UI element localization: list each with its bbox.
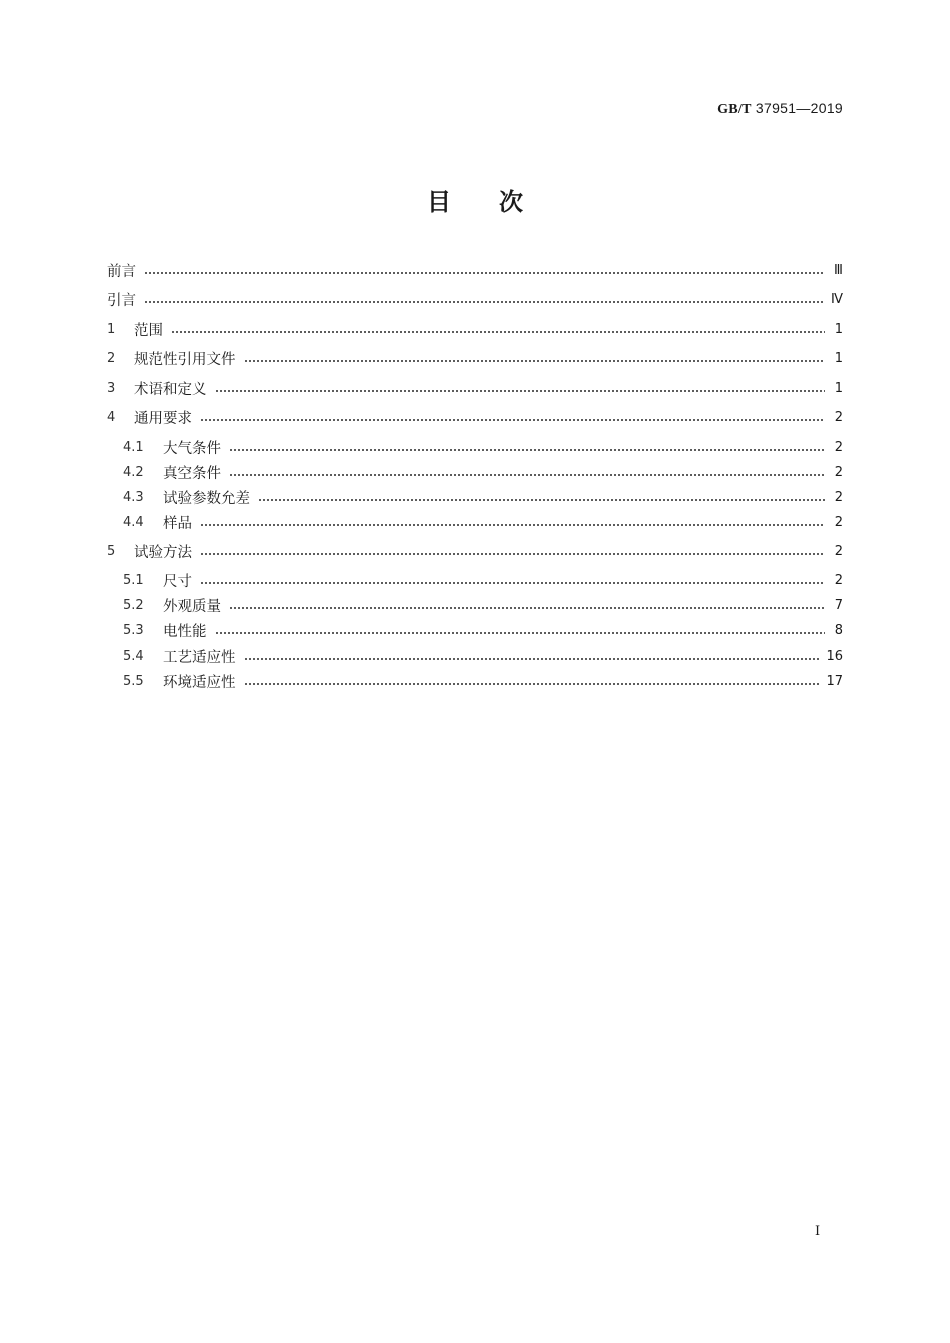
toc-leader-dots [258, 499, 825, 501]
toc-leader-dots [229, 607, 825, 609]
toc-leader-dots [229, 474, 825, 476]
toc-entry-number: 4.3 [123, 489, 144, 505]
toc-entry-number: 5.1 [123, 572, 144, 588]
toc-entry[interactable] [123, 669, 843, 693]
toc-entry[interactable] [123, 618, 843, 642]
toc-leader-dots [244, 683, 821, 685]
toc-entry-page: 2 [834, 543, 843, 559]
toc-entry-number: 3 [107, 380, 116, 396]
standard-code [717, 100, 843, 118]
toc-entry-number: 4.2 [123, 464, 144, 480]
toc-entry-label: 工艺适应性 [163, 649, 236, 666]
toc-entry-page: 2 [834, 464, 843, 480]
toc-entry-label: 术语和定义 [134, 381, 207, 398]
toc-entry-number: 4 [107, 409, 116, 425]
toc-entry-label: 样品 [163, 515, 192, 532]
toc-entry-label: 引言 [107, 292, 136, 309]
toc-entry-label: 真空条件 [163, 465, 221, 482]
toc-entry-label: 试验参数允差 [163, 490, 250, 507]
toc-entry[interactable] [123, 510, 843, 534]
toc-entry-label: 环境适应性 [163, 674, 236, 691]
toc-entry[interactable] [123, 568, 843, 592]
toc-leader-dots [144, 301, 825, 303]
toc-entry-number: 1 [107, 321, 116, 337]
toc-entry-number: 5.2 [123, 597, 144, 613]
toc-entry-label: 范围 [134, 322, 163, 339]
toc-leader-dots [200, 419, 825, 421]
toc-entry-page: 17 [826, 673, 843, 689]
toc-leader-dots [171, 331, 825, 333]
toc-entry-page: 2 [834, 489, 843, 505]
toc-leader-dots [215, 632, 826, 634]
toc-entry-label: 试验方法 [134, 544, 192, 561]
toc-leader-dots [200, 553, 825, 555]
toc-entry[interactable] [107, 317, 843, 341]
toc-entry[interactable] [123, 593, 843, 617]
toc-entry-number: 5.4 [123, 648, 144, 664]
toc-entry[interactable] [123, 485, 843, 509]
toc-leader-dots [200, 524, 825, 526]
toc-entry-number: 5.5 [123, 673, 144, 689]
toc-entry-page: 2 [834, 439, 843, 455]
toc-entry-page: 1 [834, 321, 843, 337]
toc-entry-page: 2 [834, 572, 843, 588]
toc-leader-dots [200, 582, 825, 584]
toc-entry[interactable] [107, 376, 843, 400]
toc-entry[interactable] [107, 258, 843, 282]
toc-entry-page: 16 [826, 648, 843, 664]
toc-entry-number: 5 [107, 543, 116, 559]
toc-entry-page: 1 [834, 350, 843, 366]
toc-entry-label: 尺寸 [163, 573, 192, 590]
toc-entry[interactable] [107, 539, 843, 563]
toc-entry-number: 5.3 [123, 622, 144, 638]
toc-entry-number: 4.1 [123, 439, 144, 455]
toc-entry-label: 前言 [107, 263, 136, 280]
toc-entry-page: Ⅳ [831, 291, 843, 307]
toc-entry[interactable] [107, 346, 843, 370]
page-title: 目次 [427, 188, 571, 216]
toc-leader-dots [144, 272, 825, 274]
toc-entry[interactable] [107, 405, 843, 429]
toc-entry-number: 4.4 [123, 514, 144, 530]
toc-entry-label: 通用要求 [134, 410, 192, 427]
standard-prefix: GB/T [717, 102, 752, 117]
toc-leader-dots [215, 390, 826, 392]
toc-leader-dots [244, 360, 826, 362]
toc-entry[interactable] [107, 287, 843, 311]
footer-page-number: I [815, 1224, 821, 1239]
standard-number: 37951—2019 [755, 100, 843, 116]
toc-entry[interactable] [123, 644, 843, 668]
toc-entry-page: 2 [834, 409, 843, 425]
toc-entry-label: 外观质量 [163, 598, 221, 615]
toc-leader-dots [229, 449, 825, 451]
toc-leader-dots [244, 658, 821, 660]
toc-entry-page: 8 [834, 622, 843, 638]
toc-entry[interactable] [123, 435, 843, 459]
toc-entry-number: 2 [107, 350, 116, 366]
toc-entry-label: 电性能 [163, 623, 207, 640]
toc-entry-page: Ⅲ [834, 262, 843, 278]
toc-entry-label: 大气条件 [163, 440, 221, 457]
toc-entry-page: 1 [834, 380, 843, 396]
toc-entry-page: 2 [834, 514, 843, 530]
toc-entry-page: 7 [834, 597, 843, 613]
toc-entry-label: 规范性引用文件 [134, 351, 236, 368]
toc-entry[interactable] [123, 460, 843, 484]
